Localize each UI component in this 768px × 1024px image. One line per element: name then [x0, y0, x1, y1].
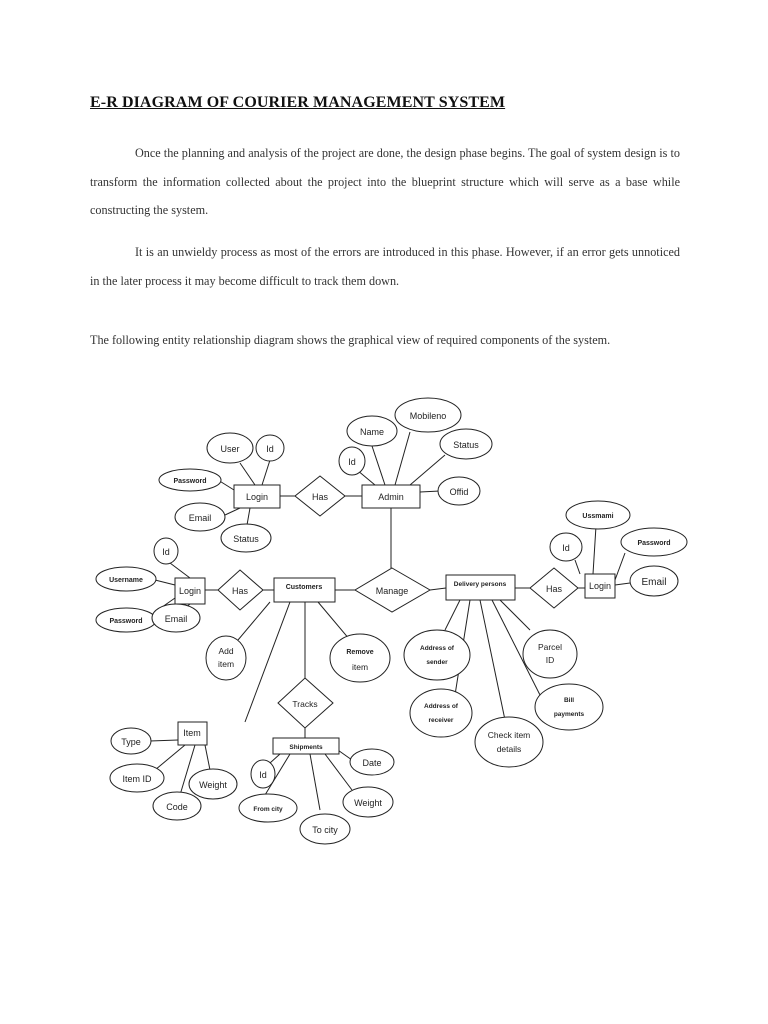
svg-text:Weight: Weight [199, 780, 227, 790]
entity-delivery-persons [446, 575, 515, 600]
svg-text:Has: Has [545, 584, 563, 594]
paragraph-errors: It is an unwieldy process as most of the errors are introduced in this phase. However, if an error gets unnoticed in the later process it may become difficult to track them down. [90, 245, 680, 288]
attr-admin-status [440, 429, 492, 459]
svg-text:Password: Password [109, 618, 143, 625]
entity-admin-login [234, 485, 280, 508]
attr-dp-sender [404, 630, 470, 680]
paragraph-diagram-intro: The following entity relationship diagram shows the graphical view of required components of the system. [90, 333, 611, 347]
svg-text:Has: Has [231, 586, 249, 596]
attr-admin-login-email [175, 503, 225, 531]
svg-text:Id: Id [266, 444, 274, 454]
svg-text:Bill: Bill [563, 697, 575, 704]
svg-text:Admin: Admin [378, 492, 404, 502]
rel-has-customer [218, 570, 263, 610]
svg-text:Offid: Offid [449, 487, 469, 497]
entity-item [178, 722, 207, 745]
svg-text:Add: Add [218, 646, 234, 656]
attr-dp-login-email [630, 566, 678, 596]
svg-text:Address of: Address of [424, 703, 458, 710]
svg-text:Id: Id [562, 543, 570, 553]
svg-text:Address of: Address of [420, 645, 454, 652]
svg-text:Username: Username [109, 577, 143, 584]
svg-text:Weight: Weight [354, 798, 382, 808]
svg-text:Password: Password [173, 478, 207, 485]
svg-text:Shipments: Shipments [289, 744, 323, 751]
attr-cust-login-id [154, 538, 178, 564]
svg-text:Status: Status [233, 534, 259, 544]
svg-text:Item: Item [183, 728, 201, 738]
svg-text:item: item [217, 659, 235, 669]
attr-dp-login-username [566, 501, 630, 529]
attr-dp-login-id [550, 533, 582, 561]
svg-text:receiver: receiver [428, 717, 454, 724]
svg-text:Remove: Remove [346, 649, 374, 656]
svg-text:Login: Login [245, 492, 269, 502]
entity-shipments [273, 738, 339, 754]
attr-dp-receiver [410, 689, 472, 737]
svg-text:From city: From city [253, 806, 283, 813]
attr-admin-name [347, 416, 397, 446]
attr-ship-id [251, 760, 275, 788]
attr-ship-from-city [239, 794, 297, 822]
rel-manage [355, 568, 430, 612]
svg-text:To city: To city [312, 825, 338, 835]
rel-has-delivery [530, 568, 578, 608]
svg-text:Status: Status [453, 440, 479, 450]
rel-has-admin [295, 476, 345, 516]
attr-dp-check-item [475, 717, 543, 767]
svg-text:Login: Login [588, 581, 612, 591]
svg-text:Parcel: Parcel [537, 642, 563, 652]
attr-ship-date [350, 749, 394, 775]
svg-text:Name: Name [359, 427, 385, 437]
rel-tracks [278, 678, 333, 728]
attr-cust-login-username [96, 567, 156, 591]
svg-text:Mobileno: Mobileno [409, 411, 447, 421]
attr-dp-parcel-id [523, 630, 577, 678]
attr-admin-login-password [159, 469, 221, 491]
attr-cust-add-item [206, 636, 246, 680]
attr-item-type [111, 728, 151, 754]
attr-cust-remove-item [330, 634, 390, 682]
svg-text:payments: payments [553, 711, 585, 718]
svg-text:Type: Type [121, 737, 141, 747]
paragraph-design-phase: Once the planning and analysis of the project are done, the design phase begins. The goal of system design is to transform the information collected about the project into the blueprint structure which will serve as a base while constructing the system. [90, 146, 680, 217]
svg-text:Id: Id [259, 770, 267, 780]
entity-customer-login [175, 578, 205, 604]
svg-text:Id: Id [162, 547, 170, 557]
entity-delivery-login [585, 574, 615, 598]
attr-item-weight [189, 769, 237, 799]
attr-ship-weight [343, 787, 393, 817]
svg-text:Code: Code [166, 802, 188, 812]
attr-cust-login-email [152, 604, 200, 632]
svg-text:Email: Email [188, 513, 212, 523]
attr-ship-to-city [300, 814, 350, 844]
svg-text:Login: Login [178, 586, 202, 596]
entity-customers [274, 578, 335, 602]
svg-text:Email: Email [164, 614, 188, 624]
svg-text:Tracks: Tracks [292, 699, 318, 709]
attr-item-code [153, 792, 201, 820]
svg-text:Date: Date [362, 758, 382, 768]
attr-dp-login-password [621, 528, 687, 556]
entity-admin [362, 485, 420, 508]
attr-admin-offid [438, 477, 480, 505]
attr-admin-login-id [256, 435, 284, 461]
svg-text:Ussmami: Ussmami [582, 513, 614, 520]
svg-text:Delivery persons: Delivery persons [453, 581, 507, 588]
attr-item-id [110, 764, 164, 792]
svg-text:Item ID: Item ID [122, 774, 152, 784]
attr-admin-mobile [395, 398, 461, 432]
svg-text:Id: Id [348, 457, 356, 467]
svg-text:details: details [496, 744, 522, 754]
page-title: E-R DIAGRAM OF COURIER MANAGEMENT SYSTEM [90, 94, 506, 111]
attr-admin-login-user [207, 433, 253, 463]
svg-text:Check item: Check item [487, 730, 531, 740]
svg-text:User: User [220, 444, 240, 454]
svg-text:Customers: Customers [285, 584, 323, 591]
attr-cust-login-password [96, 608, 156, 632]
svg-text:Email: Email [641, 577, 667, 588]
svg-text:sender: sender [426, 659, 448, 666]
attr-admin-login-status [221, 524, 271, 552]
svg-text:Has: Has [311, 492, 329, 502]
svg-text:Manage: Manage [375, 586, 409, 596]
svg-text:item: item [351, 662, 369, 672]
svg-text:ID: ID [545, 655, 555, 665]
attr-dp-bill-payments [535, 684, 603, 730]
attr-admin-id [339, 447, 365, 475]
svg-text:Password: Password [637, 540, 671, 547]
